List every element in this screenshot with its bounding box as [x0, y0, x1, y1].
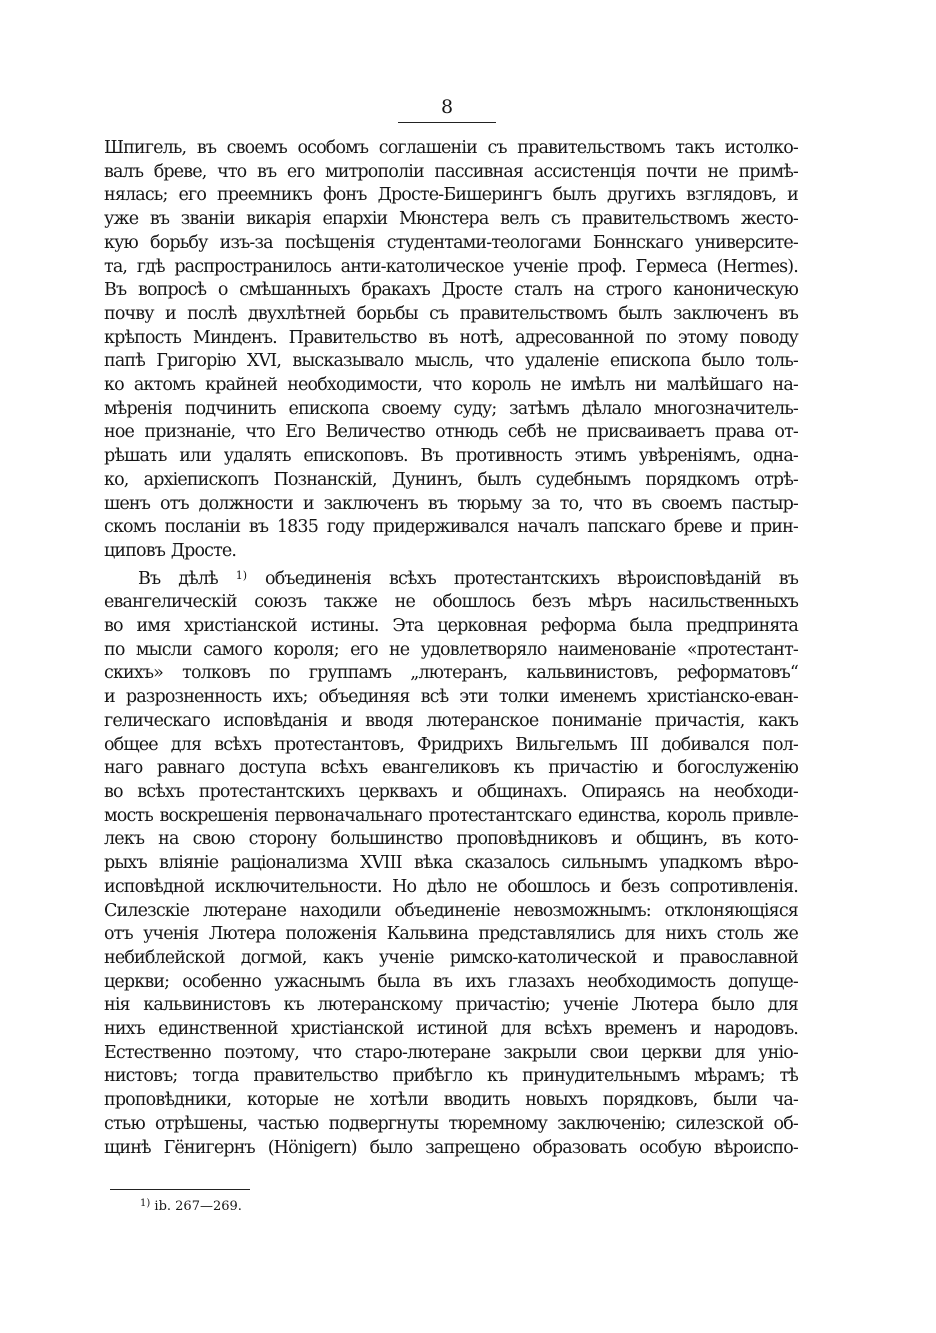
text-line: циповъ Дросте. [104, 540, 237, 561]
text-line: уже въ званіи викарія епархіи Мюнстера велъ съ правительствомъ жесто- [104, 209, 798, 230]
page-number-rule [398, 122, 496, 123]
text-line: во всѣхъ протестантскихъ церквахъ и общинахъ. Опираясь на необходи- [104, 781, 798, 802]
text-line: евангелическій союзъ также не обошлось безъ мѣръ насильственныхъ [104, 592, 798, 613]
text-line: валъ бреве, что въ его митрополіи пассивная ассистенція почти не примѣ- [104, 161, 798, 182]
text-line: папѣ Григорію XVI, высказывало мысль, что удаленіе епископа было толь- [104, 351, 798, 372]
text-line: нія кальвинистовъ къ лютеранскому причастію; ученіе Лютера было для [104, 995, 798, 1016]
footnote-reference: 1) [235, 568, 248, 582]
text-line: наго равнаго доступа всѣхъ евангеликовъ къ причастію и богослуженію [104, 758, 798, 779]
text-line: крѣпость Минденъ. Правительство въ нотѣ, адресованной по этому поводу [104, 327, 798, 348]
text-line: шенъ отъ должности и заключенъ въ тюрьму за то, что въ своемъ пастыр- [104, 493, 798, 514]
text-line: скихъ» толковъ по группамъ „лютеранъ, кальвинистовъ, реформатовъ“ [104, 663, 798, 684]
text-line: по мысли самого короля; его не удовлетворяло наименованіе «протестант- [104, 639, 798, 660]
text-line: отъ ученія Лютера положенія Кальвина представлялись для нихъ столь же [104, 924, 798, 945]
text-line: во имя христіанской истины. Эта церковная реформа была предпринята [104, 616, 798, 637]
text-line: рѣшать или удалять епископовъ. Въ противность этимъ увѣреніямъ, одна- [104, 446, 798, 467]
text-line: общее для всѣхъ протестантовъ, Фридрихъ Вильгельмъ III добивался пол- [104, 734, 798, 755]
text-line: и разрозненность ихъ; объединяя всѣ эти толки именемъ христіанско-еван- [104, 687, 798, 708]
text-line: гелическаго исповѣданія и вводя лютеранское пониманіе причастія, какъ [104, 710, 798, 731]
page-number: 8 [440, 96, 454, 118]
text-line: нистовъ; тогда правительство прибѣгло къ принудительнымъ мѣрамъ; тѣ [104, 1066, 798, 1087]
text-line: нялась; его преемникъ фонъ Дросте-Бишерингъ былъ другихъ взглядовъ, и [104, 185, 798, 206]
body-text [104, 137, 798, 1160]
text-line: церкви; особенно ужаснымъ была въ ихъ глазахъ необходимость допуще- [104, 971, 798, 992]
text-line: исповѣдной исключительности. Но дѣло не обошлось и безъ сопротивленія. [104, 876, 798, 897]
text-line: кую борьбу изъ-за посѣщенія студентами-теологами Боннскаго университе- [104, 232, 798, 253]
footnote-text: ib. 267—269. [154, 1199, 242, 1214]
text-line: Естественно поэтому, что старо-лютеране закрыли свои церкви для уніо- [104, 1042, 798, 1063]
text-line: Силезскіе лютеране находили объединеніе невозможнымъ: отклоняющіяся [104, 900, 798, 921]
text-line: ко, архіепископъ Познанскій, Дунинъ, былъ судебнымъ порядкомъ отрѣ- [104, 469, 798, 490]
footnote-mark: 1) [140, 1198, 151, 1209]
text-line: мѣренія подчинить епископа своему суду; затѣмъ дѣлало многозначитель- [104, 398, 798, 419]
text-line: небиблейской догмой, какъ ученіе римско-католической и православной [104, 947, 798, 968]
text-fragment: Въ дѣлѣ [138, 568, 218, 589]
text-line: лекъ на свою сторону большинство проповѣдниковъ и общинъ, въ кото- [104, 829, 798, 850]
text-line: ное признаніе, что Его Величество отнюдь себѣ не присваиваетъ права от- [104, 422, 798, 443]
footnote-rule [110, 1189, 250, 1190]
text-line: нихъ единственной христіанской истиной для всѣхъ временъ и народовъ. [104, 1019, 798, 1040]
text-line: проповѣдники, которые не хотѣли вводить новыхъ порядковъ, были ча- [104, 1090, 798, 1111]
text-line: та, гдѣ распространилось анти-католическое ученіе проф. Гермеса (Hermes). [104, 256, 798, 277]
text-line: Въ вопросѣ о смѣшанныхъ бракахъ Дросте сталъ на строго каноническую [104, 280, 798, 301]
text-line-with-footnote-ref [104, 564, 798, 592]
text-line: почву и послѣ двухлѣтней борьбы съ правительствомъ былъ заключенъ въ [104, 303, 798, 324]
text-line: Шпигель, въ своемъ особомъ соглашеніи съ правительствомъ такъ истолко- [104, 138, 798, 158]
footnote [140, 1194, 242, 1217]
text-line: мость воскрешенія первоначальнаго протестантскаго единства, король привле- [104, 805, 798, 826]
text-line: скомъ посланіи въ 1835 году придерживался началъ папскаго бреве и прин- [104, 517, 798, 538]
text-line: стью отрѣшены, частью подвергнуты тюремному заключенію; силезской об- [104, 1113, 798, 1134]
text-fragment: объединенія всѣхъ протестантскихъ вѣроисповѣданій въ [265, 568, 798, 589]
text-line: щинѣ Гёнигернъ (Hönigern) было запрещено образовать особую вѣроиспо- [104, 1137, 798, 1158]
text-line: ко актомъ крайней необходимости, что король не имѣлъ ни малѣйшаго на- [104, 375, 798, 396]
text-line: рыхъ вліяніе раціонализма XVIII вѣка сказалось сильнымъ упадкомъ вѣро- [104, 853, 798, 874]
